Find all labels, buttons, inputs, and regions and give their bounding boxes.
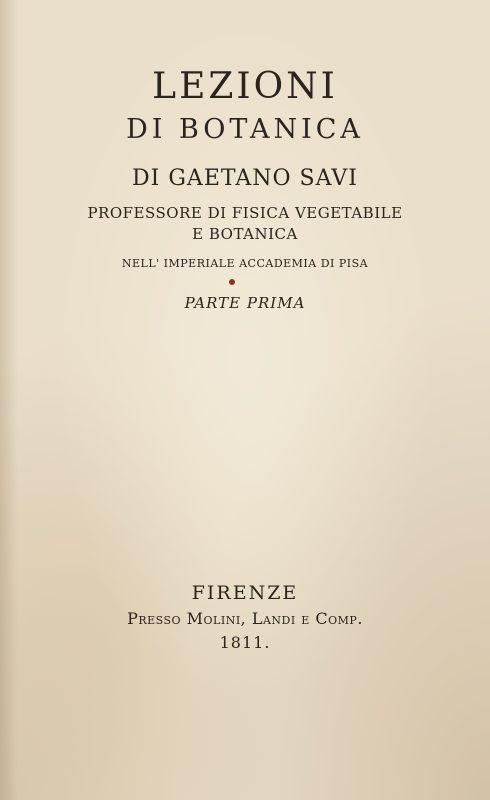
part-label: PARTE PRIMA	[184, 294, 306, 312]
imprint-year: 1811.	[219, 633, 271, 652]
professor-line-2: E BOTANICA	[192, 225, 298, 243]
ornament-dot	[229, 279, 235, 285]
academy-line: NELL' IMPERIALE ACCADEMIA DI PISA	[121, 257, 369, 270]
book-subtitle: DI BOTANICA	[126, 114, 364, 145]
book-title: LEZIONI	[152, 66, 338, 107]
professor-line-1: PROFESSORE DI FISICA VEGETABILE	[87, 204, 403, 222]
imprint-publisher: Presso Molini, Landi e Comp.	[127, 609, 363, 628]
imprint-city: FIRENZE	[191, 582, 299, 604]
author-line: DI GAETANO SAVI	[132, 166, 358, 191]
